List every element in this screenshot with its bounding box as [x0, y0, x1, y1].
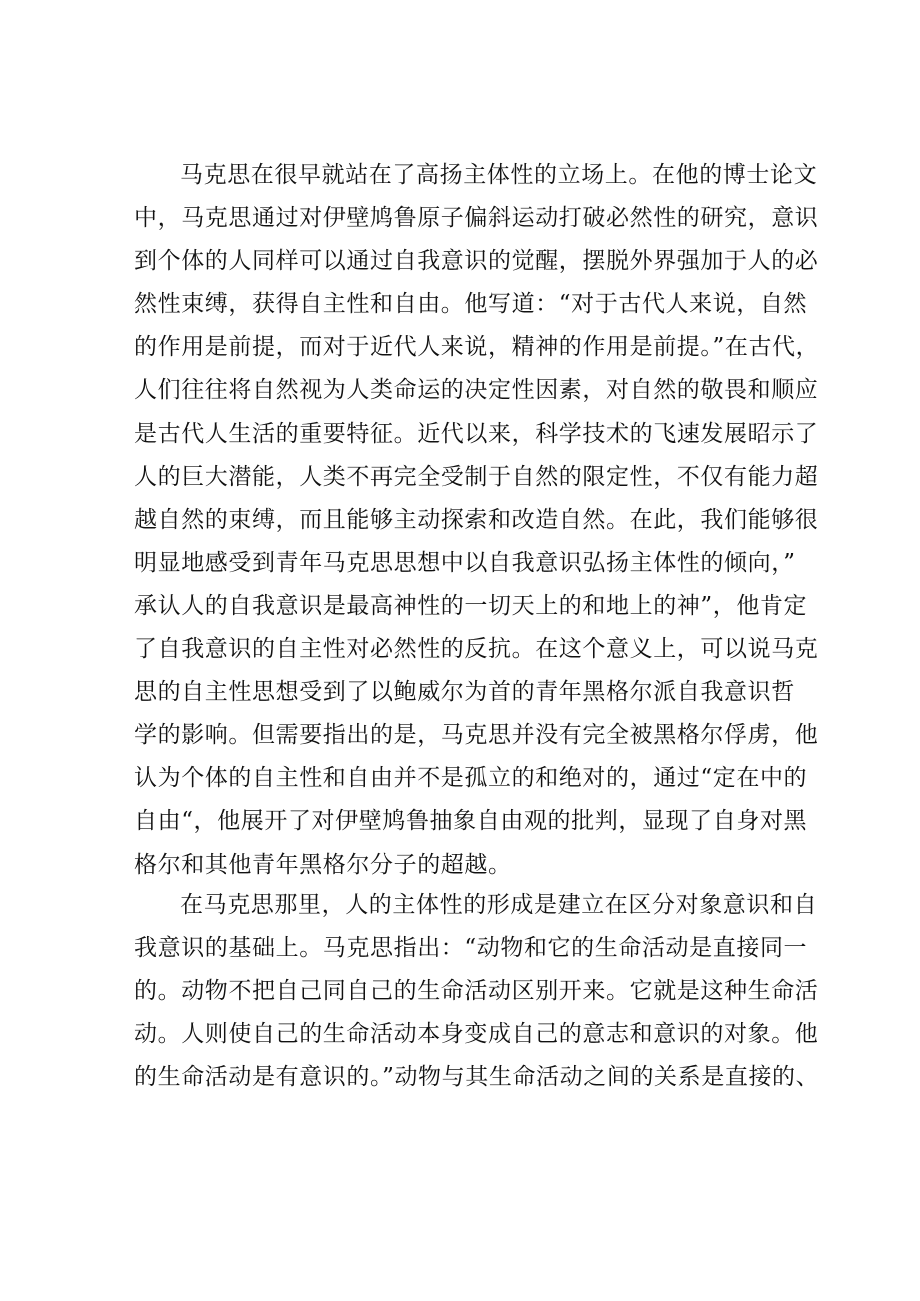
paragraph-2: [134, 884, 820, 1099]
paragraph-line: 人们往往将自然视为人类命运的决定性因素，对自然的敬畏和顺应: [134, 377, 819, 404]
paragraph-line: 明显地感受到青年马克思思想中以自我意识弘扬主体性的倾向，”: [134, 549, 796, 576]
paragraph-line: 在马克思那里，人的主体性的形成是建立在区分对象意识和自: [180, 892, 818, 918]
paragraph-line: 马克思在很早就站在了高扬主体性的立场上。在他的博士论文: [180, 162, 818, 188]
paragraph-line: 格尔和其他青年黑格尔分子的超越。: [134, 851, 512, 878]
paragraph-line: 认为个体的自主性和自由并不是孤立的和绝对的，通过“定在中的: [134, 765, 808, 792]
paragraph-line: 我意识的基础上。马克思指出：“动物和它的生命活动是直接同一: [134, 935, 808, 962]
paragraph-line: 的生命活动是有意识的。”动物与其生命活动之间的关系是直接的、: [134, 1064, 820, 1091]
paragraph-1: [134, 154, 820, 887]
paragraph-line: 学的影响。但需要指出的是，马克思并没有完全被黑格尔俘虏，他: [134, 722, 819, 749]
paragraph-line: 越自然的束缚，而且能够主动探索和改造自然。在此，我们能够很: [134, 506, 819, 533]
paragraph-line: 是古代人生活的重要特征。近代以来，科学技术的飞速发展昭示了: [134, 420, 819, 447]
paragraph-line: 动。人则使自己的生命活动本身变成自己的意志和意识的对象。他: [134, 1021, 819, 1048]
paragraph-line: 自由“，他展开了对伊壁鸠鲁抽象自由观的批判，显现了自身对黑: [134, 808, 808, 835]
paragraph-line: 中，马克思通过对伊壁鸠鲁原子偏斜运动打破必然性的研究，意识: [134, 205, 819, 232]
paragraph-line: 然性束缚，获得自主性和自由。他写道：“对于古代人来说，自然: [134, 291, 808, 318]
paragraph-line: 人的巨大潜能，人类不再完全受制于自然的限定性，不仅有能力超: [134, 463, 819, 490]
paragraph-line: 思的自主性思想受到了以鲍威尔为首的青年黑格尔派自我意识哲: [134, 679, 795, 706]
paragraph-line: 的。动物不把自己同自己的生命活动区别开来。它就是这种生命活: [134, 978, 819, 1005]
paragraph-line: 承认人的自我意识是最高神性的一切天上的和地上的神”，他肯定: [134, 592, 808, 619]
paragraph-line: 到个体的人同样可以通过自我意识的觉醒，摆脱外界强加于人的必: [134, 248, 819, 275]
paragraph-line: 的作用是前提，而对于近代人来说，精神的作用是前提。”在古代，: [134, 334, 820, 361]
paragraph-line: 了自我意识的自主性对必然性的反抗。在这个意义上，可以说马克: [134, 636, 819, 663]
